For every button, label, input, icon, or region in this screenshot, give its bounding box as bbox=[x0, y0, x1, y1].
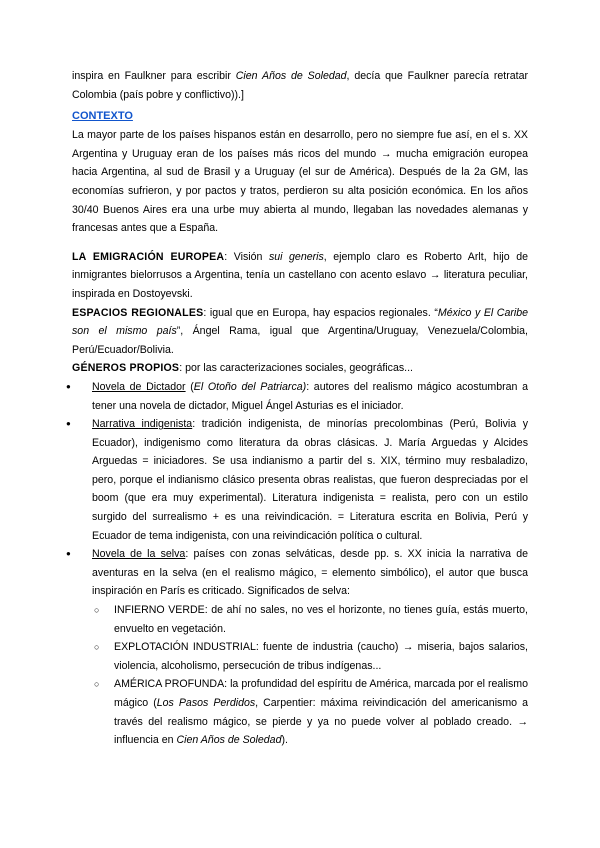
list-item-indigenista bbox=[72, 415, 528, 545]
selva-label: Novela de la selva bbox=[92, 548, 186, 561]
indigenista-text: : tradición indigenista, de minorías precolombinas (Perú, Bolivia y Ecuador), indigenismo como literatura da obras clásicas. J. María Arguedas y Alcides Arguedas = iniciadores. Se usa indianismo a partir del s. XIX, término muy resbaladizo, pero, porque el indianismo clásico presenta obras realistas, que fueron despreciadas por el boom (que era muy experimental). Literatura indigenista = realista, pero con un estilo surgido del surrealismo + es una reivindicación. = Literatura escrita en Bolivia, Perú y Ecuador de tema indigenista, con una reivindicación política o cultural. bbox=[92, 418, 528, 542]
list-item-selva bbox=[72, 545, 528, 750]
intro-text-end: , decía que Faulkner parecía retratar Colombia (país pobre y conflictivo)).] bbox=[72, 70, 528, 101]
sublist-item-infierno: ○ INFIERNO VERDE: de ahí no sales, no ves el horizonte, no tienes guía, estás muerto, envuelto en vegetación. bbox=[92, 601, 528, 638]
indigenista-label: Narrativa indigenista bbox=[92, 418, 193, 431]
selva-text: : países con zonas selváticas, desde pp. s. XX inicia la narrativa de aventuras en la selva (en el realismo mágico, = elemento simbólico), el autor que busca inspiración en París es criticado. Significados de selva: bbox=[92, 548, 528, 598]
america-book-title-2: Cien Años de Soledad bbox=[176, 734, 282, 747]
emigracion-paragraph bbox=[72, 248, 528, 304]
generos-label: GÉNEROS PROPIOS bbox=[72, 362, 180, 375]
generos-paragraph bbox=[72, 359, 528, 378]
generos-list bbox=[72, 378, 528, 750]
emigracion-italic: sui generis bbox=[268, 250, 324, 263]
document-page bbox=[72, 67, 528, 750]
america-text: AMÉRICA PROFUNDA: la profundidad del espíritu de América, marcada por el realismo mágico ( bbox=[114, 678, 528, 709]
dictador-label: Novela de Dictador bbox=[92, 380, 186, 393]
sublist-item-explotacion: ○ EXPLOTACIÓN INDUSTRIAL: fuente de industria (caucho) → miseria, bajos salarios, violencia, alcoholismo, persecución de tribus indígenas... bbox=[92, 638, 528, 675]
emigracion-text-end: , ejemplo claro es Roberto Arlt, hijo de inmigrantes bielorrusos a Argentina, tenía un castellano con acento eslavo → literatura peculiar, inspirada en Dostoyevski. bbox=[72, 250, 528, 300]
america-text-end: ). bbox=[281, 734, 288, 747]
emigracion-text: : Visión bbox=[224, 250, 269, 263]
espacios-text: : igual que en Europa, hay espacios regionales. “ bbox=[203, 306, 438, 319]
sublist-item-america bbox=[92, 675, 528, 749]
america-book-title: Los Pasos Perdidos bbox=[156, 697, 256, 709]
america-text-mid: , Carpentier: máxima reivindicación del americanismo a través del realismo mágico, se pierde y ya no puede volver al poblado creado. → influencia en bbox=[114, 697, 528, 747]
generos-text: : por las caracterizaciones sociales, geográficas... bbox=[179, 362, 413, 375]
contexto-paragraph: La mayor parte de los países hispanos están en desarrollo, pero no siempre fue así, en el s. XX Argentina y Uruguay eran de los países más ricos del mundo → mucha emigración europea hacia Argentina, al sud de Brasil y a Uruguay (el sur de América). Después de la 2a GM, las economías sufrieron, y por pactos y tratos, perdieron su alta posición económica. En los años 30/40 Buenos Aires era una urbe muy abierta al mundo, llegaban las novedades alemanas y francesas antes que a España. bbox=[72, 129, 528, 235]
list-item-dictador bbox=[72, 378, 528, 415]
intro-text: inspira en Faulkner para escribir bbox=[72, 70, 236, 82]
dictador-example: El Otoño del Patriarca) bbox=[193, 380, 307, 393]
espacios-paragraph bbox=[72, 304, 528, 360]
selva-sublist bbox=[92, 601, 528, 750]
espacios-quote: México y El Caribe son el mismo país bbox=[72, 306, 528, 338]
espacios-label: ESPACIOS REGIONALES bbox=[72, 306, 204, 319]
emigracion-label: LA EMIGRACIÓN EUROPEA bbox=[72, 250, 225, 263]
book-title: Cien Años de Soledad bbox=[235, 70, 347, 82]
dictador-text: : autores del realismo mágico acostumbran a tener una novela de dictador, Miguel Ángel Asturias es el iniciador. bbox=[92, 380, 529, 412]
contexto-heading: CONTEXTO bbox=[72, 110, 133, 123]
intro-paragraph bbox=[72, 67, 528, 104]
dictador-paren: ( bbox=[185, 380, 194, 393]
espacios-text-end: ”, Ángel Rama, igual que Argentina/Uruguay, Venezuela/Colombia, Perú/Ecuador/Bolivia. bbox=[72, 325, 528, 356]
